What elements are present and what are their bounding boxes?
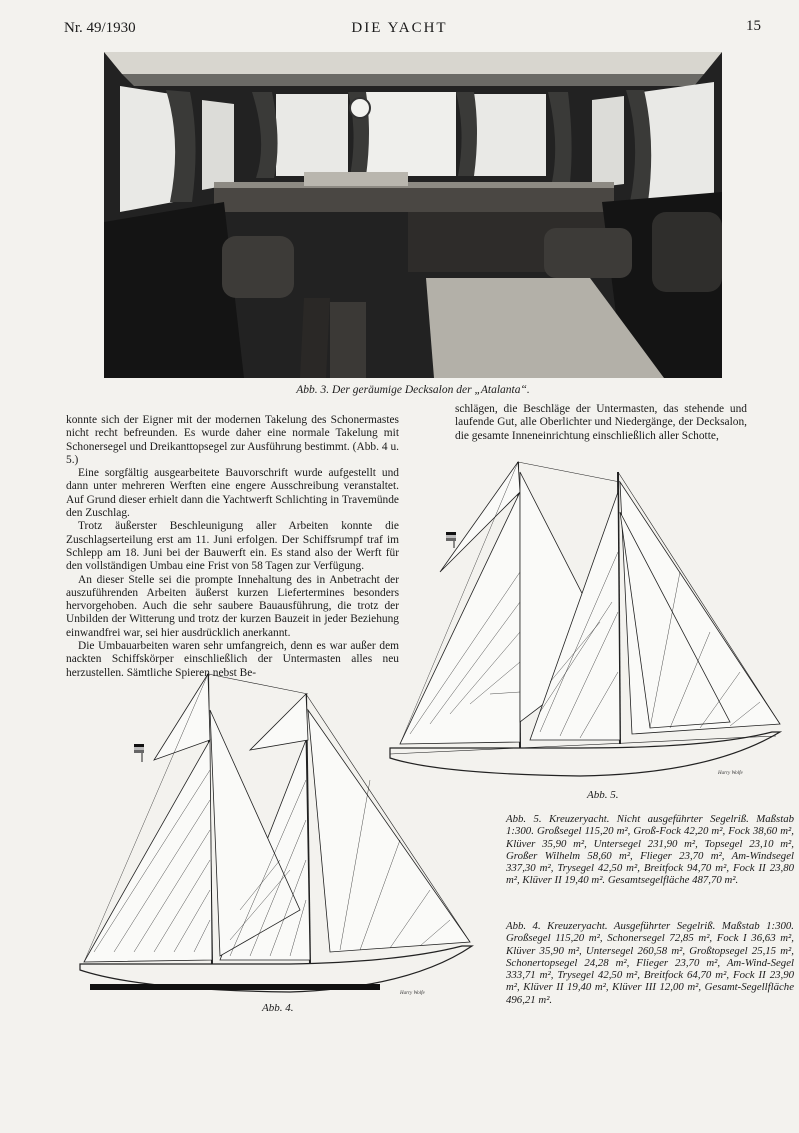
paragraph: An dieser Stelle sei die prompte Innehaltung des in Anbetracht der auszuführenden Arbeiten äußerst kurzen Liefertermines besonders hervorgehoben. Auch die sehr saubere Bauausführung, die trotz der Unbilden der Witterung und trotz der kurzen Bauzeit in jeder Beziehung einwandfrei war, sei hier ausdrücklich anerkannt. <box>66 573 399 639</box>
figure4-caption: Abb. 4. Kreuzeryacht. Ausgeführter Segelriß. Maßstab 1:300. Großsegel 115,20 m², Schonersegel 72,85 m², Fock I 36,63 m², Klüver 35,90 m², Untersegel 260,58 m², Großtopsegel 25,15 m², Schonertopsegel 24,28 m², Flieger 23,70 m², Am-Wind-Segel 333,71 m², Trysegel 42,50 m², Breitfock 64,70 m², Fock II 23,90 m², Klüver II 19,40 m², Klüver III 12,00 m², Gesamt-Segellfläche 496,21 m². <box>506 920 794 1006</box>
figure3-caption: Abb. 3. Der geräumige Decksalon der „Atalanta“. <box>296 384 530 396</box>
deck-salon-illustration <box>104 52 722 378</box>
schooner-topsail <box>250 694 308 750</box>
topsail <box>154 674 210 760</box>
journal-title: DIE YACHT <box>351 20 448 36</box>
page-number: 15 <box>746 18 761 34</box>
issue-number: Nr. 49/1930 <box>64 20 136 36</box>
paragraph: Trotz äußerster Beschleunigung aller Arbeiten konnte die Zuschlagserteilung erst am 11. Juni erfolgen. Der Schiffsrumpf traf im Schlepp am 18. Juni bei der Bauwerft ein. Es stand also der Werft für den vollständigen Umbau eine Frist von 58 Tagen zur Verfügung. <box>66 520 399 573</box>
paragraph: Die Umbauarbeiten waren sehr umfangreich, denn es war außer dem nackten Schiffskörper einschließlich der Untermasten alles neu herzustellen. Sämtliche Spieren nebst Be- <box>66 640 399 679</box>
sail-plan-figure4 <box>70 670 480 1000</box>
paragraph: konnte sich der Eigner mit der modernen Takelung des Schonermastes nicht recht befreunden. Es wurde daher eine normale Takelung mit Schonersegel und Dreikanttopsegel zur Ausführung bestimmt. (Abb. 4 u. 5.) <box>66 414 399 466</box>
flag-icon <box>134 744 144 762</box>
figure4-label: Abb. 4. <box>262 1002 294 1014</box>
figure5-caption: Abb. 5. Kreuzeryacht. Nicht ausgeführter Segelriß. Maßstab 1:300. Großsegel 115,20 m², Groß-Fock 42,20 m², Fock 38,60 m², Klüver 35,90 m², Untersegel 231,90 m², Topsegel 23,10 m², Großer Wilhelm 58,60 m², Flieger 23,70 m², Am-Windsegel 337,30 m², Trysegel 42,50 m², Breitfock 94,70 m², Fock II 23,80 m², Klüver II 19,40 m². Gesamtsegelfläche 487,70 m². <box>506 813 794 887</box>
jib <box>308 710 470 952</box>
figure5-label: Abb. 5. <box>587 789 619 801</box>
fig5-signature: Harry Wolfe <box>718 771 743 776</box>
paragraph: Eine sorgfältig ausgearbeitete Bauvorschrift wurde aufgestellt und dann unter mehreren Werften eine engere Ausschreibung veranstaltet. Auf Grund dieser erhielt dann die Yachtwerft Schlichting in Travemünde den Zuschlag. <box>66 467 399 520</box>
body-text-left-column <box>66 414 399 680</box>
flag-icon <box>446 532 456 548</box>
fig4-signature: Harry Wolfe <box>400 991 425 996</box>
mainsail <box>84 740 212 962</box>
paragraph: schlägen, die Beschläge der Untermasten, das stehende und laufende Gut, alle Oberlichter und Niedergänge, der Decksalon, die gesamte Inneneinrichtung einschließlich aller Schotte, <box>455 403 747 442</box>
deck-salon-photo <box>104 52 722 378</box>
body-text-right-column <box>455 403 747 443</box>
